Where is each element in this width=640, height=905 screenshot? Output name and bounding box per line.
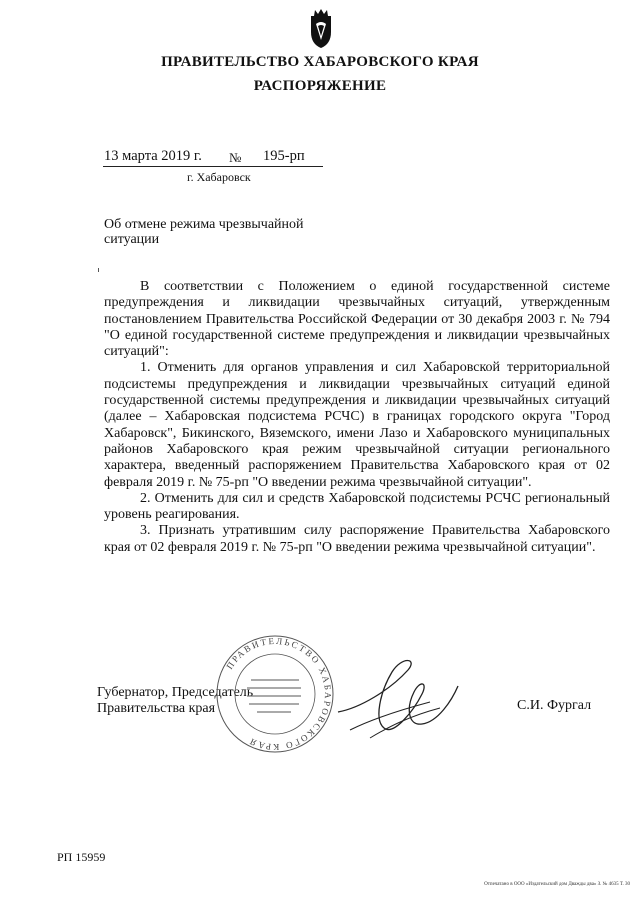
printer-imprint: Отпечатано в ООО «Издательский дом Дважды два» З. № 4635 Т. 30 [484,882,630,887]
document-subject [104,217,304,247]
subject-line-1: Об отмене режима чрезвычайной [104,217,304,232]
registration-number: РП 15959 [57,850,106,864]
document-number: 195-рп [263,148,305,164]
handwritten-signature-icon [330,650,465,745]
organization-title: ПРАВИТЕЛЬСТВО ХАБАРОВСКОГО КРАЯ [161,54,479,70]
margin-mark [98,268,99,272]
city: г. Хабаровск [187,170,251,184]
item-3-paragraph: 3. Признать утратившим силу распоряжение Правительства Хабаровского края от 02 февраля 2019 г. № 75-рп "О введении режима чрезвычайной ситуации". [104,523,610,555]
document-body [104,279,610,556]
subject-line-2: ситуации [104,232,160,247]
coat-of-arms-icon [303,6,339,50]
stamp-ring-text: ПРАВИТЕЛЬСТВО ХАБАРОВСКОГО КРАЯ [224,635,334,753]
document-type: РАСПОРЯЖЕНИЕ [253,78,387,94]
signatory-name: С.И. Фургал [517,698,592,713]
signatory-title-line-2: Правительства края [97,701,216,716]
document-date: 13 марта 2019 г. [104,148,202,164]
preamble-paragraph: В соответствии с Положением о единой государственной системе предупреждения и ликвидации чрезвычайных ситуаций, утвержденным постановлением Правительства Российской Федерации от 30 декабря 2003 г. № 794 "О единой государственной системе предупреждения и ликвидации чрезвычайных ситуаций": [104,279,610,360]
round-seal-stamp-icon [213,632,337,756]
item-1-paragraph: 1. Отменить для органов управления и сил Хабаровской территориальной подсистемы предупреждения и ликвидации чрезвычайных ситуаций единой государственной системы предупреждения и ликвидации чрезвычайных ситуаций (далее – Хабаровская подсистема РСЧС) в границах городского округа "Город Хабаровск", Бикинского, Вяземского, имени Лазо и Хабаровского муниципальных районов Хабаровского края режим чрезвычайной ситуации регионального характера, введенный распоряжением Правительства Хабаровского края от 02 февраля 2019 г. № 75-рп "О введении режима чрезвычайной ситуации". [104,360,610,490]
number-label: № [229,150,242,165]
item-2-paragraph: 2. Отменить для сил и средств Хабаровской подсистемы РСЧС региональный уровень реагирования. [104,490,610,523]
number-underline [229,166,323,167]
signatory-title-line-1: Губернатор, Председатель [97,685,254,700]
